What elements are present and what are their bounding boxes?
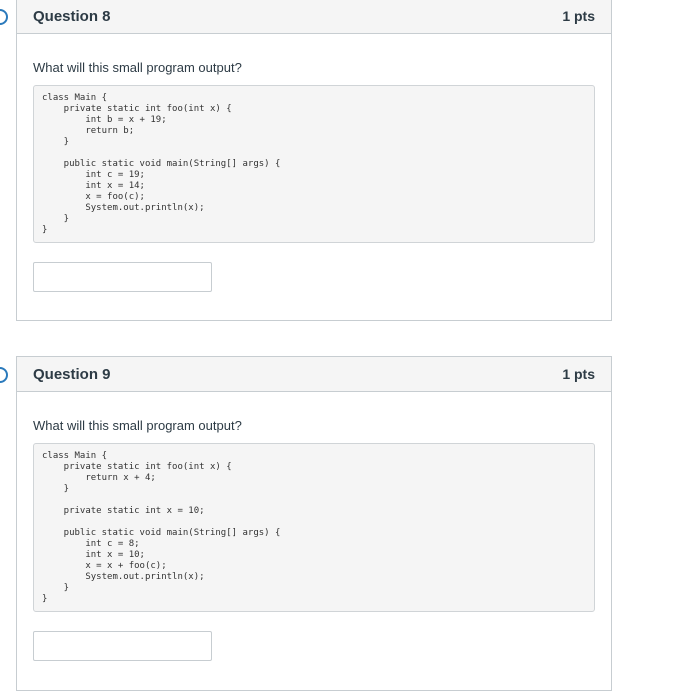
question-card (16, 356, 612, 691)
question-marker-icon (0, 367, 8, 383)
answer-input[interactable] (33, 262, 212, 292)
code-line: int x = 10; (42, 550, 145, 560)
code-line: } (42, 484, 70, 494)
question-marker-icon (0, 9, 8, 25)
question-card (16, 0, 612, 321)
code-line: class Main { (42, 93, 108, 103)
code-line: } (42, 137, 70, 147)
code-line: public static void main(String[] args) { (42, 159, 281, 169)
code-line: return x + 4; (42, 473, 156, 483)
question-prompt: What will this small program output? (33, 418, 242, 433)
code-line (42, 148, 586, 159)
answer-input[interactable] (33, 631, 212, 661)
code-line: public static void main(String[] args) { (42, 528, 281, 538)
question-points: 1 pts (562, 366, 595, 382)
code-line: int b = x + 19; (42, 115, 167, 125)
code-line: private static int x = 10; (42, 506, 205, 516)
question-title: Question 9 (33, 365, 111, 383)
question-points: 1 pts (562, 8, 595, 24)
question-header (17, 0, 611, 34)
code-line: class Main { (42, 451, 108, 461)
code-line: } (42, 214, 70, 224)
code-line: System.out.println(x); (42, 572, 205, 582)
code-block (33, 85, 595, 243)
code-line: private static int foo(int x) { (42, 462, 232, 472)
question-title: Question 8 (33, 7, 111, 25)
code-line (42, 495, 586, 506)
code-block (33, 443, 595, 612)
code-line: } (42, 225, 48, 235)
code-line: System.out.println(x); (42, 203, 205, 213)
code-line: } (42, 594, 48, 604)
code-line: int c = 8; (42, 539, 140, 549)
code-line: x = foo(c); (42, 192, 145, 202)
code-line: return b; (42, 126, 135, 136)
question-header (17, 357, 611, 392)
code-line: x = x + foo(c); (42, 561, 167, 571)
code-line: int c = 19; (42, 170, 145, 180)
code-line (42, 517, 586, 528)
code-line: int x = 14; (42, 181, 145, 191)
code-line: private static int foo(int x) { (42, 104, 232, 114)
code-line: } (42, 583, 70, 593)
question-prompt: What will this small program output? (33, 60, 242, 75)
